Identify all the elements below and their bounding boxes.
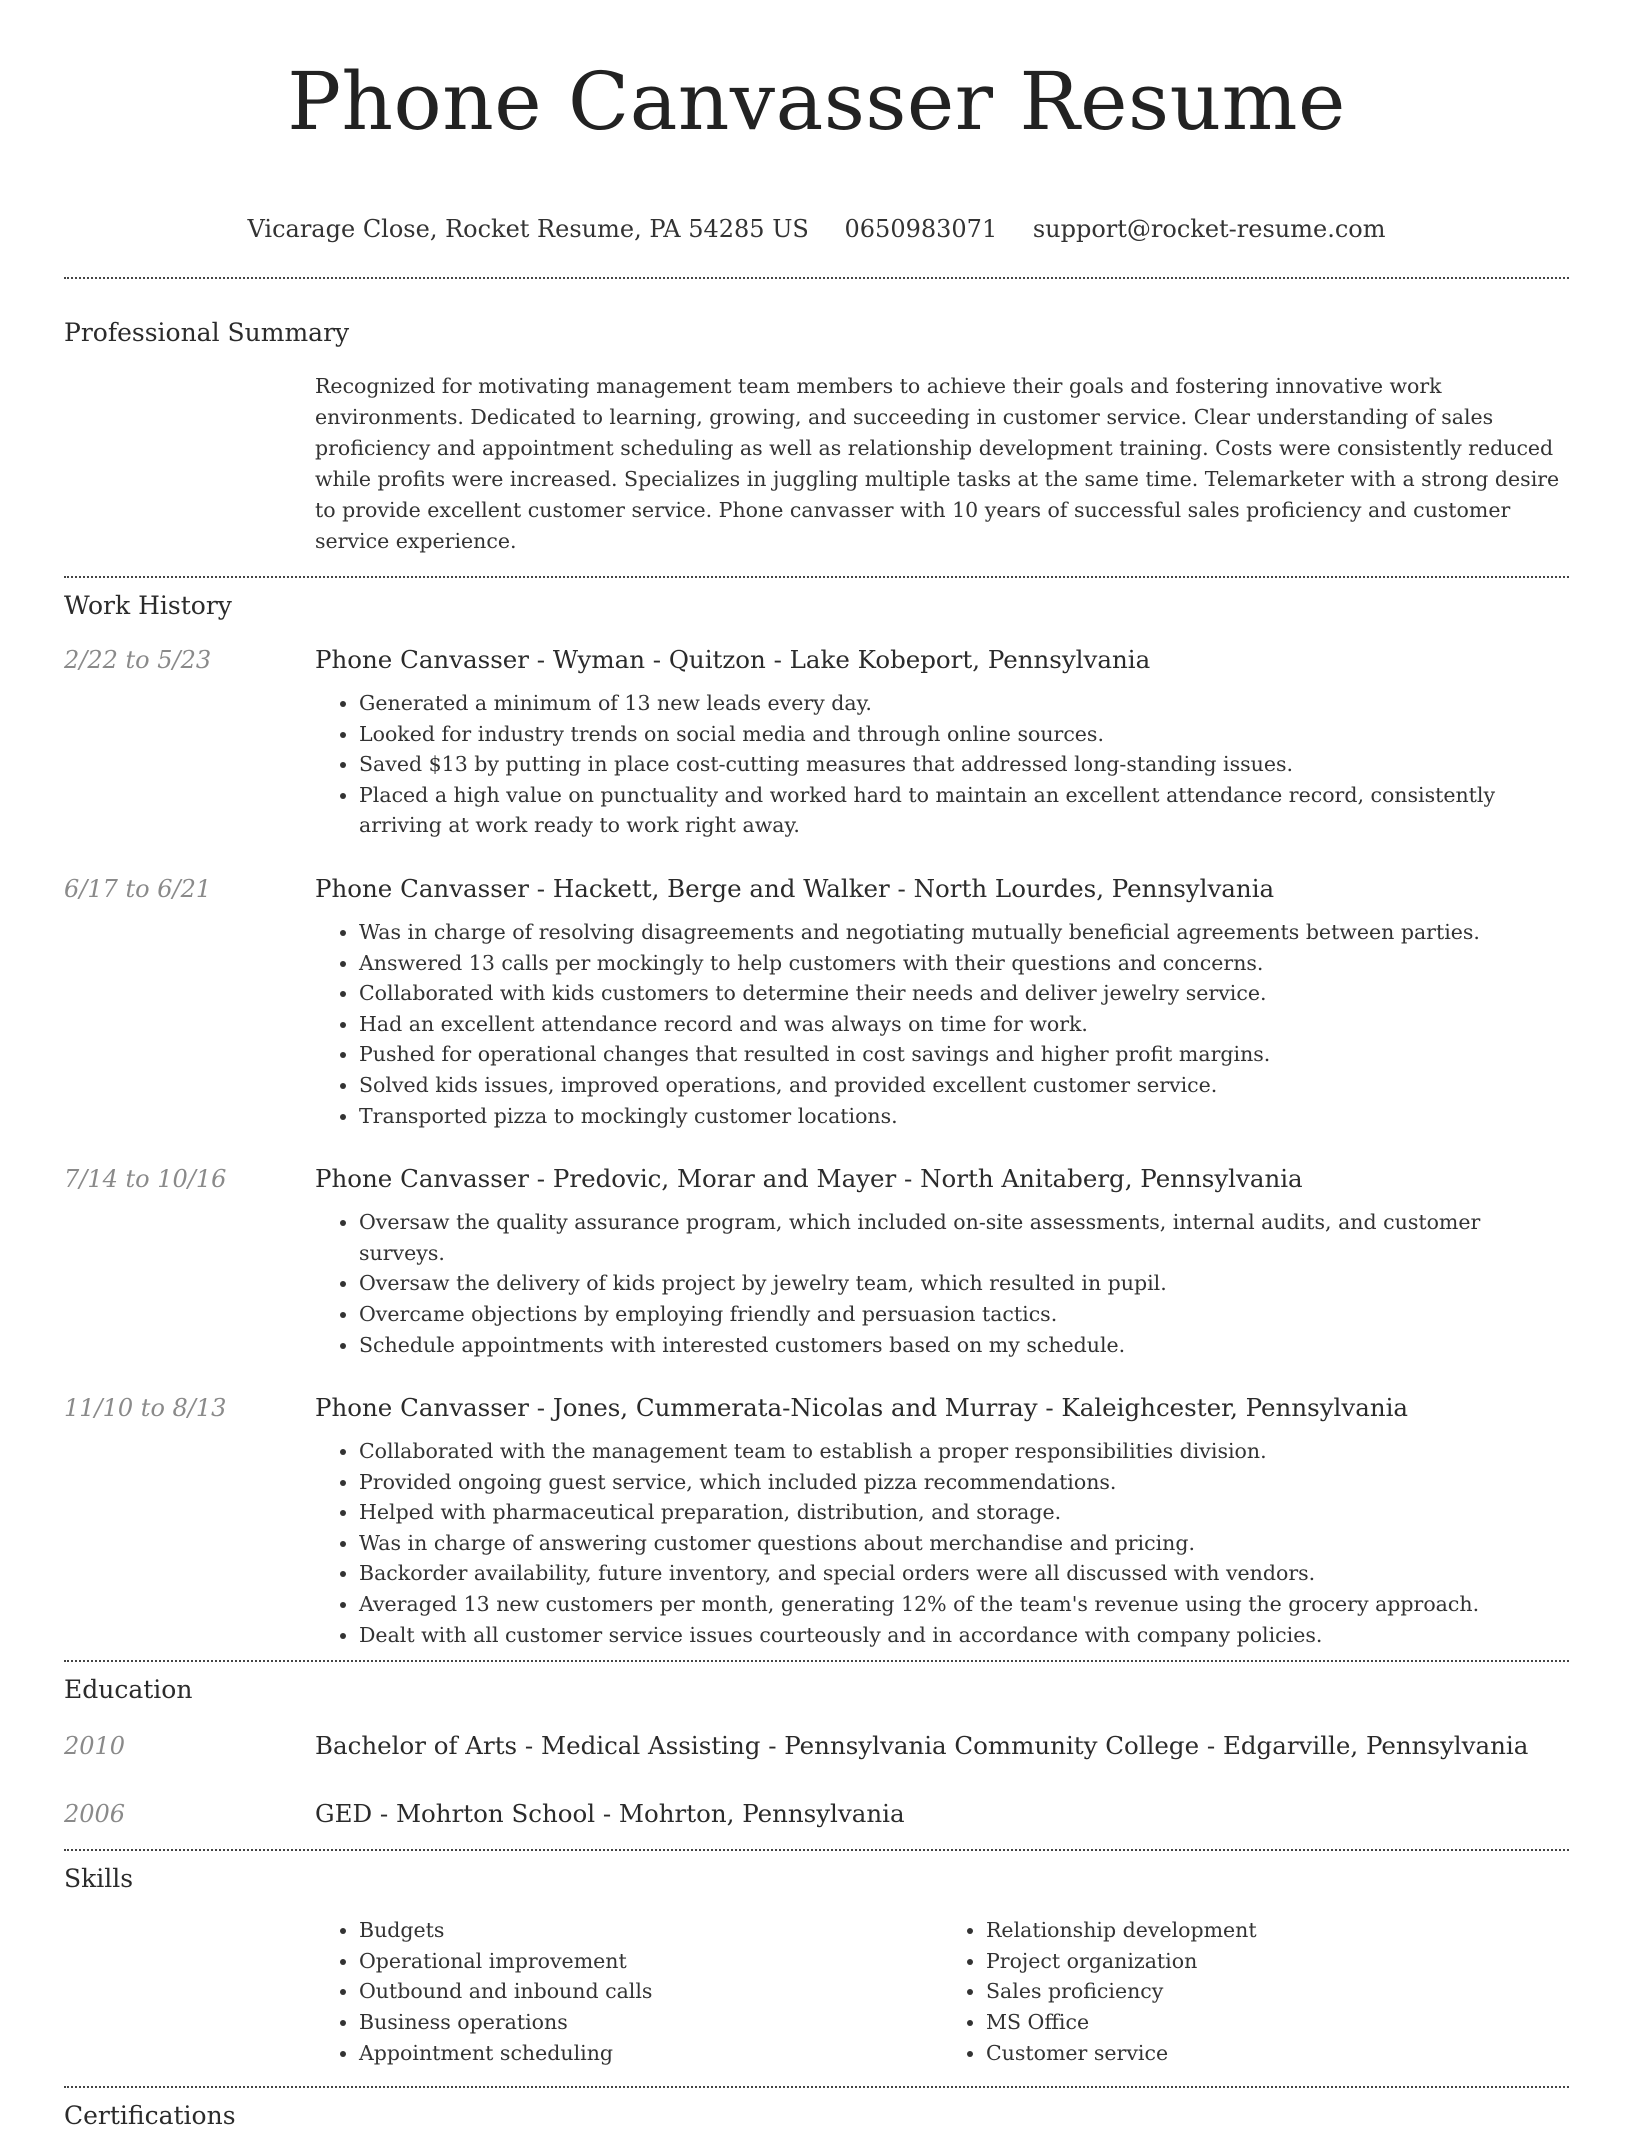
education-text: Bachelor of Arts - Medical Assisting - Pennsylvania Community College - Edgarville, Pennsylvania (315, 1731, 1529, 1761)
job-bullets (315, 917, 1569, 1131)
contact-email: support@rocket-resume.com (1032, 215, 1386, 243)
list-item: • Solved kids issues, improved operations, and provided excellent customer service. (359, 1070, 1569, 1101)
skill-item: • Appointment scheduling (359, 2038, 942, 2069)
section-divider (64, 277, 1569, 279)
list-item: • Had an excellent attendance record and was always on time for work. (359, 1009, 1569, 1040)
list-item: • Was in charge of answering customer questions about merchandise and pricing. (359, 1528, 1569, 1559)
skill-item: • Operational improvement (359, 1946, 942, 1977)
skill-item: • Project organization (986, 1946, 1569, 1977)
section-divider (64, 2086, 1569, 2088)
job-entry (64, 873, 1569, 1131)
list-item: • Backorder availability, future inventory, and special orders were all discussed with vendors. (359, 1558, 1569, 1589)
list-item: • Transported pizza to mockingly customer locations. (359, 1101, 1569, 1132)
list-item: • Was in charge of resolving disagreements and negotiating mutually beneficial agreements between parties. (359, 917, 1569, 948)
section-title-certifications: Certifications (64, 2101, 236, 2131)
skill-item: • Business operations (359, 2007, 942, 2038)
education-entry (64, 1798, 1569, 1830)
list-item: • Collaborated with the management team to establish a proper responsibilities division. (359, 1436, 1569, 1467)
job-dates: 11/10 to 8/13 (64, 1394, 227, 1423)
list-item: • Generated a minimum of 13 new leads every day. (359, 688, 1569, 719)
list-item: • Placed a high value on punctuality and worked hard to maintain an excellent attendance record, consistently arriving at work ready to work right away. (359, 780, 1569, 841)
list-item: • Overcame objections by employing friendly and persuasion tactics. (359, 1299, 1569, 1330)
job-entry (64, 644, 1569, 841)
skills-columns (315, 1915, 1569, 2068)
job-entry (64, 1163, 1569, 1360)
job-entry (64, 1392, 1569, 1650)
list-item: • Provided ongoing guest service, which included pizza recommendations. (359, 1467, 1569, 1498)
skill-item: • Customer service (986, 2038, 1569, 2069)
section-divider (64, 1660, 1569, 1662)
list-item: • Saved $13 by putting in place cost-cutting measures that addressed long-standing issues. (359, 749, 1569, 780)
list-item: • Averaged 13 new customers per month, generating 12% of the team's revenue using the grocery approach. (359, 1589, 1569, 1620)
resume-title: Phone Canvasser Resume (287, 55, 1346, 148)
list-item: • Oversaw the quality assurance program, which included on-site assessments, internal audits, and customer surveys. (359, 1207, 1569, 1268)
summary-text: Recognized for motivating management team members to achieve their goals and fostering innovative work environments. Dedicated to learning, growing, and succeeding in customer service. Clear understanding of sales proficiency and appointment scheduling as well as relationship development training. Costs were consistently reduced while profits were increased. Specializes in juggling multiple tasks at the same time. Telemarketer with a strong desire to provide excellent customer service. Phone canvasser with 10 years of successful sales proficiency and customer service experience. (315, 374, 1560, 553)
job-dates: 6/17 to 6/21 (64, 874, 212, 903)
job-bullets (315, 688, 1569, 841)
list-item: • Pushed for operational changes that resulted in cost savings and higher profit margins. (359, 1039, 1569, 1070)
skill-item: • MS Office (986, 2007, 1569, 2038)
section-title-education: Education (64, 1675, 193, 1705)
list-item: • Answered 13 calls per mockingly to help customers with their questions and concerns. (359, 948, 1569, 979)
education-year: 2010 (64, 1732, 126, 1761)
section-divider (64, 1849, 1569, 1851)
contact-address: Vicarage Close, Rocket Resume, PA 54285 US (247, 215, 809, 243)
skill-item: • Relationship development (986, 1915, 1569, 1946)
skills-list-right (942, 1915, 1569, 2068)
contact-phone: 0650983071 (844, 215, 998, 243)
education-text: GED - Mohrton School - Mohrton, Pennsylvania (315, 1799, 905, 1829)
list-item: • Oversaw the delivery of kids project by jewelry team, which resulted in pupil. (359, 1268, 1569, 1299)
job-dates: 2/22 to 5/23 (64, 646, 212, 674)
section-title-summary: Professional Summary (64, 318, 350, 347)
section-divider (64, 576, 1569, 578)
skill-item: • Outbound and inbound calls (359, 1976, 942, 2007)
skill-item: • Budgets (359, 1915, 942, 1946)
job-bullets (315, 1436, 1569, 1650)
contact-line (64, 214, 1569, 244)
job-title: Phone Canvasser - Hackett, Berge and Walker - North Lourdes, Pennsylvania (315, 873, 1275, 903)
job-title: Phone Canvasser - Predovic, Morar and Mayer - North Anitaberg, Pennsylvania (315, 1164, 1303, 1194)
list-item: • Dealt with all customer service issues courteously and in accordance with company policies. (359, 1620, 1569, 1651)
skill-item: • Sales proficiency (986, 1976, 1569, 2007)
section-title-work: Work History (64, 591, 232, 620)
section-title-skills: Skills (64, 1864, 134, 1894)
job-title: Phone Canvasser - Jones, Cummerata-Nicolas and Murray - Kaleighcester, Pennsylvania (315, 1393, 1409, 1423)
list-item: • Schedule appointments with interested customers based on my schedule. (359, 1330, 1569, 1361)
job-dates: 7/14 to 10/16 (64, 1165, 227, 1194)
skills-list-left (315, 1915, 942, 2068)
list-item: • Collaborated with kids customers to determine their needs and deliver jewelry service. (359, 978, 1569, 1009)
job-bullets (315, 1207, 1569, 1360)
resume-page (64, 0, 1569, 2132)
education-year: 2006 (64, 1800, 126, 1829)
education-entry (64, 1730, 1569, 1762)
list-item: • Helped with pharmaceutical preparation, distribution, and storage. (359, 1497, 1569, 1528)
job-title: Phone Canvasser - Wyman - Quitzon - Lake Kobeport, Pennsylvania (315, 645, 1151, 674)
list-item: • Looked for industry trends on social media and through online sources. (359, 719, 1569, 750)
